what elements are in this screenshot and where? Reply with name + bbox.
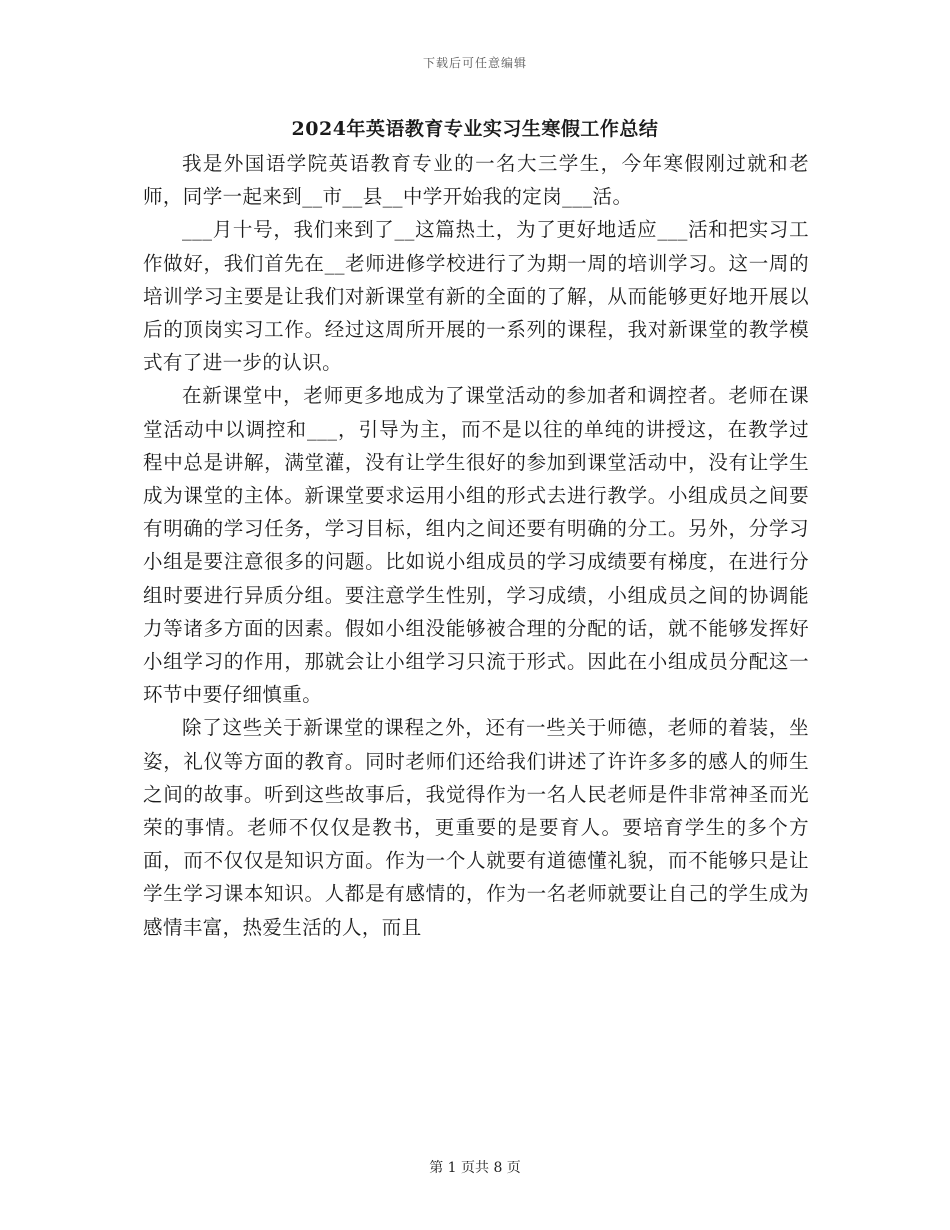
- document-title: 2024年英语教育专业实习生寒假工作总结: [291, 118, 659, 140]
- paragraph-2: ___月十号，我们来到了__这篇热土，为了更好地适应___活和把实习工作做好，我们首先在__老师进修学校进行了为期一周的培训学习。这一周的培训学习主要是让我们对新课堂有新的全面的了解，从而能够更好地开展以后的顶岗实习工作。经过这周所开展的一系列的课程，我对新课堂的教学模式有了进一步的认识。: [143, 218, 809, 375]
- page-number: 第 1 页共 8 页: [429, 1160, 521, 1176]
- paragraph-1: 我是外国语学院英语教育专业的一名大三学生，今年寒假刚过就和老师，同学一起来到__市__县__中学开始我的定岗___活。: [143, 152, 809, 209]
- paragraph-3: 在新课堂中，老师更多地成为了课堂活动的参加者和调控者。老师在课堂活动中以调控和___，引导为主，而不是以往的单纯的讲授这，在教学过程中总是讲解，满堂灌，没有让学生很好的参加到课堂活动中，没有让学生成为课堂的主体。新课堂要求运用小组的形式去进行教学。小组成员之间要有明确的学习任务，学习目标，组内之间还要有明确的分工。另外，分学习小组是要注意很多的问题。比如说小组成员的学习成绩要有梯度，在进行分组时要进行异质分组。要注意学生性别，学习成绩，小组成员之间的协调能力等诸多方面的因素。假如小组没能够被合理的分配的话，就不能够发挥好小组学习的作用，那就会让小组学习只流于形式。因此在小组成员分配这一环节中要仔细慎重。: [143, 384, 809, 707]
- header-note: 下载后可任意编辑: [422, 56, 527, 70]
- paragraph-4: 除了这些关于新课堂的课程之外，还有一些关于师德，老师的着装，坐姿，礼仪等方面的教育。同时老师们还给我们讲述了许许多多的感人的师生之间的故事。听到这些故事后，我觉得作为一名人民老师是件非常神圣而光荣的事情。老师不仅仅是教书，更重要的是要育人。要培育学生的多个方面，而不仅仅是知识方面。作为一个人就要有道德懂礼貌，而不能够只是让学生学习课本知识。人都是有感情的，作为一名老师就要让自己的学生成为感情丰富，热爱生活的人，而且: [143, 716, 809, 939]
- document-body: [143, 147, 809, 944]
